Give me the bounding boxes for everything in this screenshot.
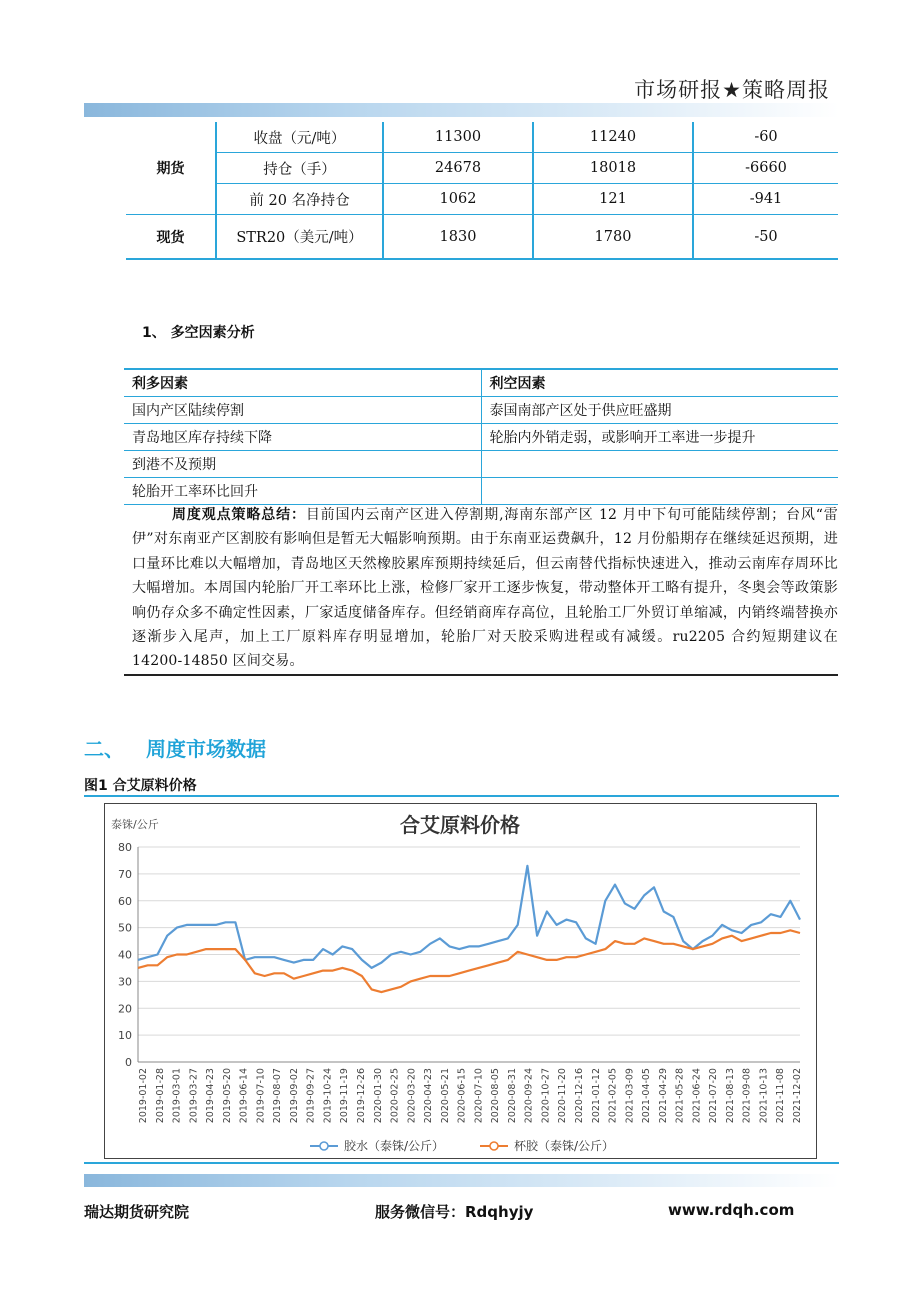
chart-bottom-divider xyxy=(84,1162,839,1164)
strategy-summary xyxy=(132,503,838,674)
x-tick-label: 2021-04-05 xyxy=(641,1068,653,1124)
bear-factor xyxy=(481,478,838,505)
table-row xyxy=(124,369,838,397)
futures-label: 期货 xyxy=(126,122,216,215)
table-row xyxy=(126,153,838,184)
x-tick-label: 2021-05-28 xyxy=(674,1068,686,1124)
key-data-table xyxy=(126,122,838,260)
x-tick-label: 2020-02-25 xyxy=(389,1068,401,1124)
spot-label: 现货 xyxy=(126,215,216,260)
x-tick-label: 2019-12-26 xyxy=(356,1068,367,1124)
row-prev: 1062 xyxy=(383,184,533,215)
bear-header: 利空因素 xyxy=(481,369,838,397)
footer-org: 瑞达期货研究院 xyxy=(84,1203,190,1221)
price-chart xyxy=(105,804,816,1158)
y-axis-label: 泰铢/公斤 xyxy=(111,818,159,831)
figure-divider xyxy=(84,795,839,797)
x-tick-label: 2019-05-20 xyxy=(221,1068,233,1124)
footer-site: www.rdqh.com xyxy=(668,1201,795,1219)
bear-factor: 轮胎内外销走弱，或影响开工率进一步提升 xyxy=(481,424,838,451)
x-tick-label: 2019-03-27 xyxy=(188,1068,200,1124)
section-title: 1、 多空因素分析 xyxy=(142,325,255,341)
x-tick-label: 2020-08-05 xyxy=(490,1068,502,1124)
summary-text: 目前国内云南产区进入停割期,海南东部产区 12 月中下旬可能陆续停割；台风“雷伊”对东南亚产区割胶有影响但是暂无大幅影响预期。由于东南亚运费飙升，12 月份船期存在继续延迟预期，进口量环比难以大幅增加，青岛地区天然橡胶累库预期持续延后，但云南替代指标快速进入，推动云南库存周环比大幅增加。本周国内轮胎厂开工率环比上涨，检修厂家开工逐步恢复，带动整体开工略有提升，冬奥会等政策影响仍存众多不确定性因素，厂家适度储备库存。但经销商库存高位，且轮胎工厂外贸订单缩减，内销终端替换亦逐渐步入尾声，加上工厂原料库存明显增加，轮胎厂对天胶采购进程或有减缓。ru2205 合约短期建议在 14200-14850 区间交易。 xyxy=(132,507,838,670)
x-tick-label: 2021-02-05 xyxy=(607,1068,619,1124)
row-change: -941 xyxy=(693,184,838,215)
y-tick-label: 0 xyxy=(125,1056,132,1069)
table-row xyxy=(124,451,838,478)
x-tick-label: 2019-04-23 xyxy=(205,1068,217,1124)
x-tick-label: 2020-07-10 xyxy=(473,1068,485,1124)
chart-container xyxy=(104,803,817,1159)
x-tick-label: 2021-09-08 xyxy=(741,1068,753,1124)
x-tick-label: 2019-07-10 xyxy=(255,1068,267,1124)
figure-caption: 图1 合艾原料价格 xyxy=(84,778,197,794)
x-tick-label: 2021-03-09 xyxy=(624,1068,636,1124)
x-tick-label: 2020-10-27 xyxy=(540,1068,552,1124)
x-tick-label: 2020-09-24 xyxy=(523,1068,535,1124)
x-tick-label: 2020-01-30 xyxy=(372,1068,384,1124)
row-item: STR20（美元/吨） xyxy=(216,215,383,260)
y-tick-label: 60 xyxy=(118,894,132,908)
x-tick-label: 2021-01-12 xyxy=(590,1068,602,1124)
row-curr: 1780 xyxy=(533,215,693,260)
table-row xyxy=(126,122,838,153)
section-heading-text: 周度市场数据 xyxy=(146,737,266,761)
y-tick-label: 30 xyxy=(118,975,132,989)
row-prev: 1830 xyxy=(383,215,533,260)
table-row xyxy=(124,397,838,424)
x-tick-label: 2021-11-08 xyxy=(775,1068,787,1124)
bull-factor: 国内产区陆续停割 xyxy=(124,397,481,424)
row-item: 前 20 名净持仓 xyxy=(216,184,383,215)
bear-factor: 泰国南部产区处于供应旺盛期 xyxy=(481,397,838,424)
x-tick-label: 2020-11-20 xyxy=(557,1068,569,1124)
y-tick-label: 40 xyxy=(118,948,132,962)
x-tick-label: 2021-10-13 xyxy=(758,1068,770,1124)
y-tick-label: 20 xyxy=(118,1002,132,1016)
y-tick-label: 70 xyxy=(118,867,132,881)
bull-factor: 轮胎开工率环比回升 xyxy=(124,478,481,505)
x-tick-label: 2019-08-07 xyxy=(272,1068,284,1124)
row-prev: 11300 xyxy=(383,122,533,153)
y-tick-label: 10 xyxy=(118,1029,132,1043)
y-tick-label: 80 xyxy=(118,841,132,854)
footer-wechat: 服务微信号：Rdqhyjy xyxy=(375,1203,534,1221)
table-row xyxy=(126,184,838,215)
table-row xyxy=(124,424,838,451)
legend-label: 杯胶（泰铢/公斤） xyxy=(514,1139,615,1153)
bull-header: 利多因素 xyxy=(124,369,481,397)
row-change: -60 xyxy=(693,122,838,153)
x-tick-label: 2020-05-21 xyxy=(439,1068,451,1124)
section-number: 二、 xyxy=(84,737,124,761)
bear-factor xyxy=(481,451,838,478)
x-tick-label: 2020-06-15 xyxy=(456,1068,468,1124)
chart-title: 合艾原料价格 xyxy=(400,813,520,837)
row-prev: 24678 xyxy=(383,153,533,184)
row-item: 收盘（元/吨） xyxy=(216,122,383,153)
x-tick-label: 2019-09-27 xyxy=(305,1068,317,1124)
x-tick-label: 2019-11-19 xyxy=(339,1068,351,1124)
x-tick-label: 2021-07-20 xyxy=(708,1068,720,1124)
summary-lead: 周度观点策略总结： xyxy=(172,507,306,523)
x-tick-label: 2021-06-24 xyxy=(691,1068,703,1124)
x-tick-label: 2020-04-23 xyxy=(423,1068,435,1124)
series-line-2 xyxy=(138,930,800,992)
header-title: 市场研报★策略周报 xyxy=(634,78,830,102)
x-tick-label: 2021-04-29 xyxy=(657,1068,669,1124)
table-row xyxy=(126,215,838,260)
legend-label: 胶水（泰铢/公斤） xyxy=(344,1139,445,1153)
bull-factor: 到港不及预期 xyxy=(124,451,481,478)
row-curr: 11240 xyxy=(533,122,693,153)
x-tick-label: 2019-06-14 xyxy=(238,1068,250,1124)
bull-factor: 青岛地区库存持续下降 xyxy=(124,424,481,451)
y-tick-label: 50 xyxy=(118,921,132,935)
header-bar xyxy=(84,103,839,117)
factors-table xyxy=(124,368,838,505)
x-tick-label: 2020-08-31 xyxy=(506,1068,518,1124)
x-tick-label: 2021-08-13 xyxy=(724,1068,736,1124)
legend-marker-1 xyxy=(320,1142,328,1150)
footer-bar xyxy=(84,1174,839,1187)
row-item: 持仓（手） xyxy=(216,153,383,184)
section-heading xyxy=(84,733,266,762)
x-tick-label: 2019-01-02 xyxy=(138,1068,149,1124)
row-change: -50 xyxy=(693,215,838,260)
x-tick-label: 2019-09-02 xyxy=(288,1068,300,1124)
x-tick-label: 2019-01-28 xyxy=(154,1068,166,1124)
x-tick-label: 2020-12-16 xyxy=(574,1068,585,1124)
x-tick-label: 2019-10-24 xyxy=(322,1068,334,1124)
legend-marker-2 xyxy=(490,1142,498,1150)
row-curr: 18018 xyxy=(533,153,693,184)
summary-divider xyxy=(124,674,838,676)
table-row xyxy=(124,478,838,505)
row-change: -6660 xyxy=(693,153,838,184)
row-curr: 121 xyxy=(533,184,693,215)
x-tick-label: 2019-03-01 xyxy=(171,1068,183,1124)
x-tick-label: 2021-12-02 xyxy=(792,1068,803,1124)
x-tick-label: 2020-03-20 xyxy=(406,1068,418,1124)
